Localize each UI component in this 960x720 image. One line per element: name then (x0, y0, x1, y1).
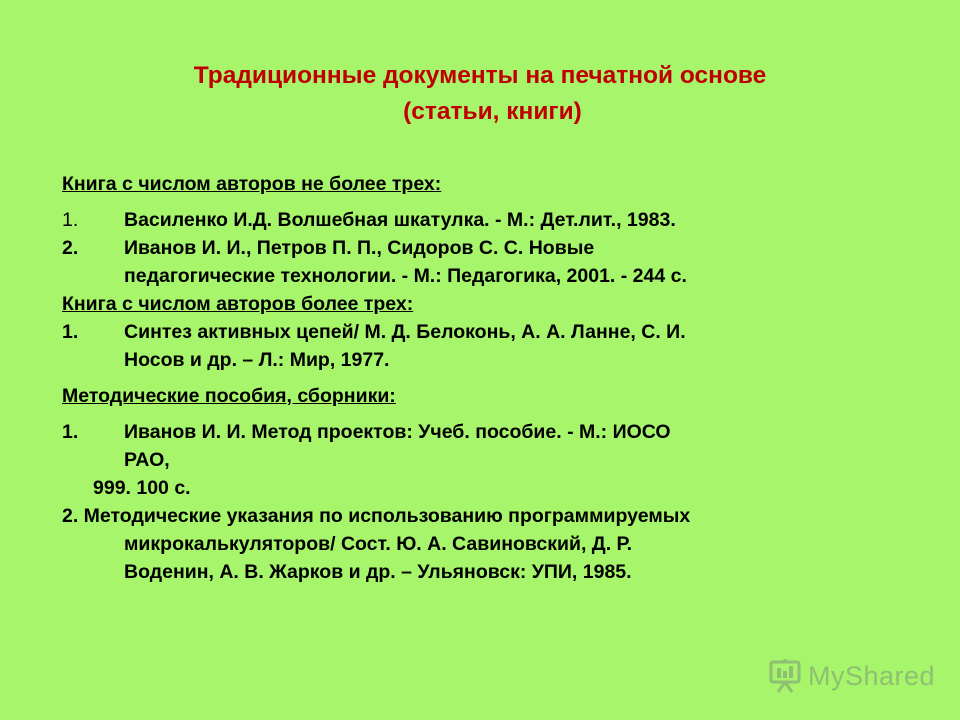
list-item-text: Носов и др. – Л.: Мир, 1977. (124, 349, 390, 371)
list-item-number: 1. (62, 209, 79, 231)
list-item-text: Иванов И. И. Метод проектов: Учеб. пособие. - М.: ИОСО (124, 421, 671, 443)
section-heading-three-authors: Книга с числом авторов не более трех: (62, 173, 442, 195)
list-item-text: 2. Методические указания по использованию программируемых (62, 505, 691, 527)
list-item-text: 999. 100 с. (93, 477, 191, 499)
list-item (62, 206, 862, 234)
list-item-text: Воденин, А. В. Жарков и др. – Ульяновск: УПИ, 1985. (124, 561, 632, 583)
watermark-text: MyShared (808, 660, 936, 691)
list-item-number: 1. (62, 421, 79, 443)
presentation-board-icon (768, 658, 802, 694)
section-heading-manuals: Методические пособия, сборники: (62, 385, 396, 407)
list-item-text: Василенко И.Д. Волшебная шкатулка. - М.: Дет.лит., 1983. (124, 209, 676, 231)
list-item (62, 234, 862, 290)
slide-title (0, 58, 960, 130)
list-item-text: педагогические технологии. - М.: Педагогика, 2001. - 244 с. (124, 265, 687, 287)
section-heading-more-authors: Книга с числом авторов более трех: (62, 293, 414, 315)
content-body (62, 170, 862, 586)
list-item-text: микрокалькуляторов/ Сост. Ю. А. Савиновский, Д. Р. (124, 533, 633, 555)
list-item-text: Синтез активных цепей/ М. Д. Белоконь, А. А. Ланне, С. И. (124, 321, 686, 343)
list-item (62, 418, 862, 474)
list-item (62, 502, 862, 586)
watermark-logo (768, 656, 935, 696)
list-item-number: 1. (62, 321, 79, 343)
title-line-2: (статьи, книги) (403, 98, 582, 125)
list-item-number: 2. (62, 237, 79, 259)
list-item-text: РАО, (124, 449, 170, 471)
title-line-1: Традиционные документы на печатной основе (193, 62, 767, 89)
list-item (62, 318, 862, 374)
list-item-text: Иванов И. И., Петров П. П., Сидоров С. С. Новые (124, 237, 595, 259)
